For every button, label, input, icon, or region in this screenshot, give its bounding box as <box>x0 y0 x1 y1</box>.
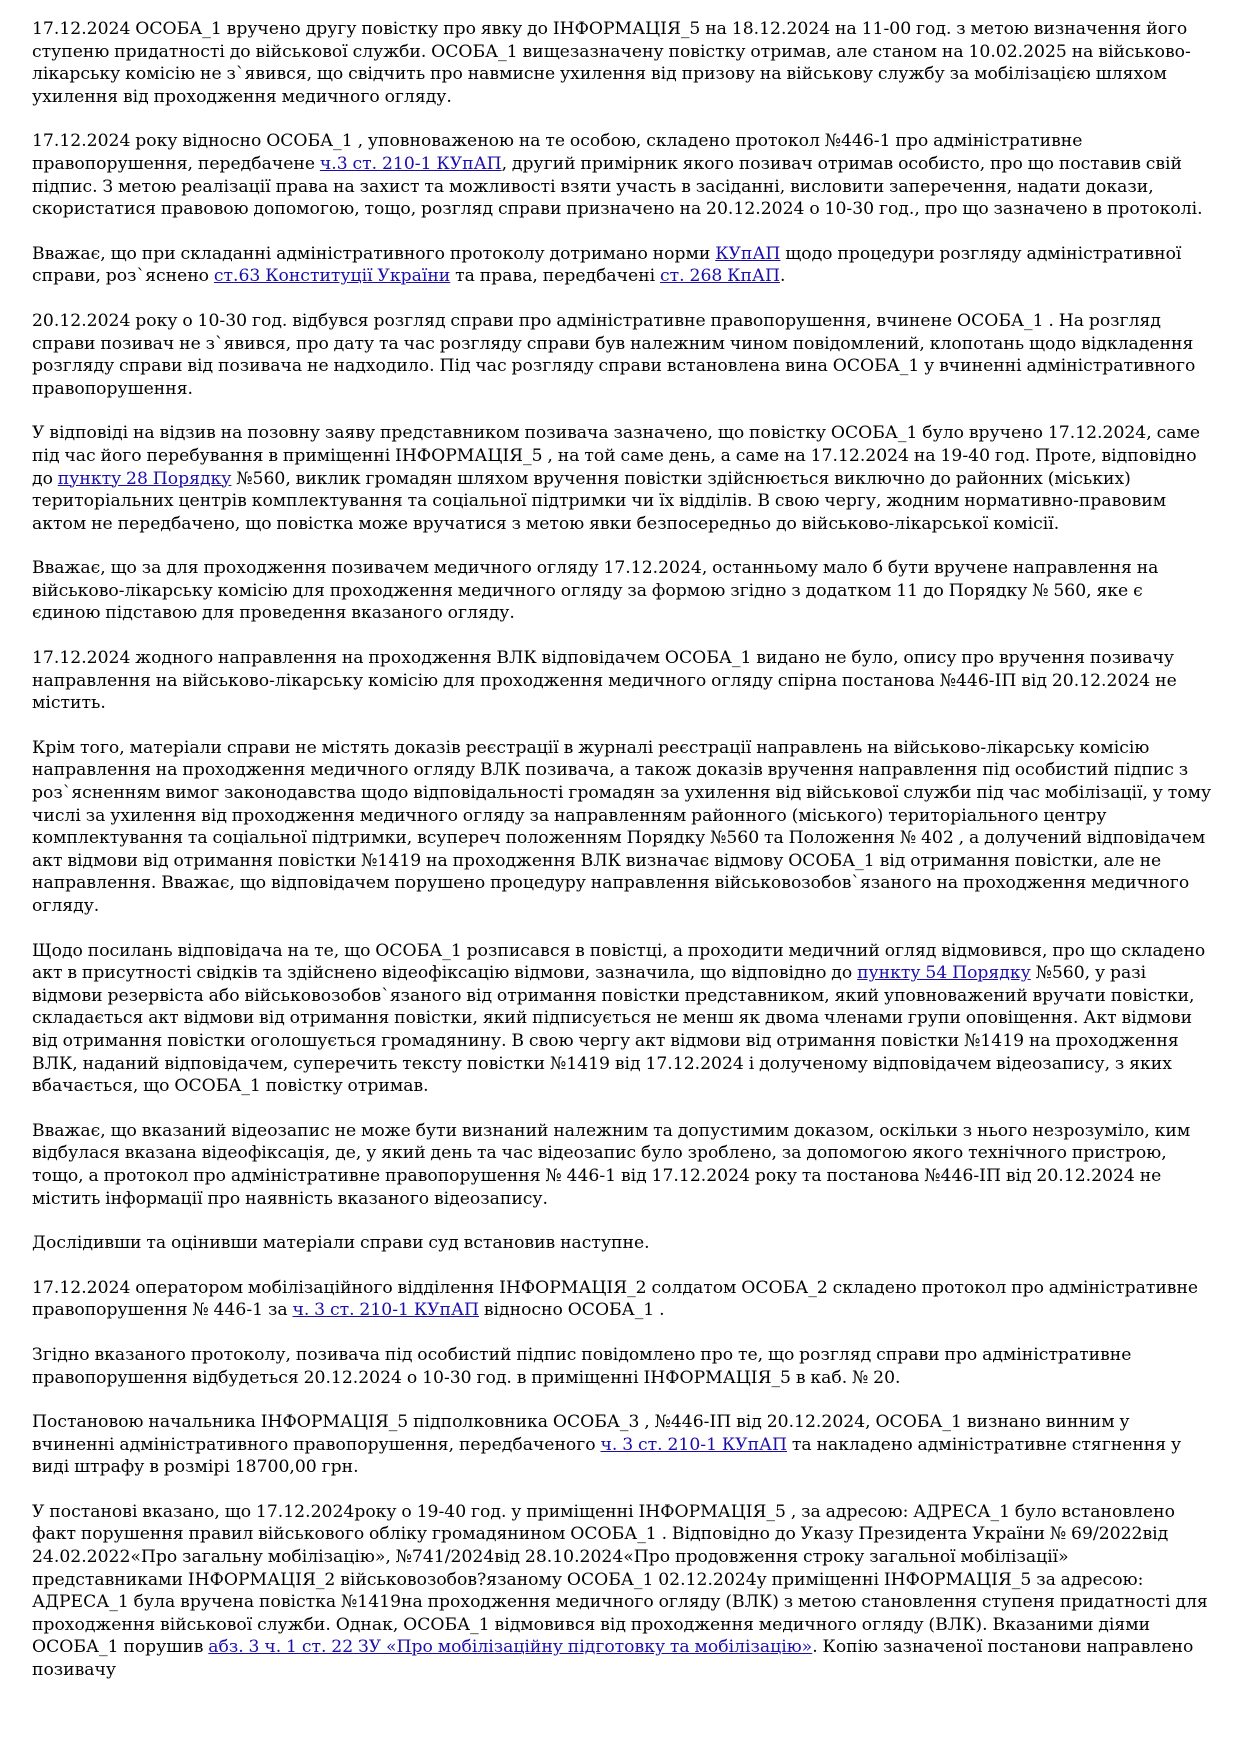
paragraph-text: Вважає, що при складанні адміністративного протоколу дотримано норми <box>32 243 716 264</box>
law-reference-link[interactable]: КУпАП <box>715 243 781 264</box>
paragraph-text: Дослідивши та оцінивши матеріали справи суд встановив наступне. <box>32 1233 650 1254</box>
document-paragraph <box>32 1501 1216 1682</box>
document-paragraph <box>32 18 1216 108</box>
paragraph-text: Щодо посилань відповідача на те, що ОСОБА_1 розписався в повістці, а проходити медичний огляд відмовився, про що складено акт в присутності свідків та здійснено відеофіксацію відмови, зазначила, що відповідно до <box>32 940 1206 984</box>
document-paragraph <box>32 130 1216 220</box>
law-reference-link[interactable]: ст.63 Конституції України <box>213 266 451 287</box>
document-paragraph <box>32 940 1216 1098</box>
law-reference-link[interactable]: абз. 3 ч. 1 ст. 22 ЗУ «Про мобілізаційну підготовку та мобілізацію» <box>208 1637 813 1658</box>
paragraph-text: Вважає, що за для проходження позивачем медичного огляду 17.12.2024, останньому мало б бути вручене направлення на військово-лікарську комісію для проходження медичного огляду за формою згідно з додатком 11 до Порядку № 560, яке є єдиною підставою для проведення вказаного огляду. <box>32 558 1159 624</box>
document-paragraph <box>32 647 1216 715</box>
paragraph-text: 17.12.2024 оператором мобілізаційного відділення ІНФОРМАЦІЯ_2 солдатом ОСОБА_2 складено протокол про адміністративне правопорушення № 446-1 за <box>32 1277 1199 1321</box>
document-paragraph <box>32 1232 1216 1255</box>
paragraph-text: №560, виклик громадян шляхом вручення повістки здійснюється виключно до районних (міських) територіальних центрів комплектування та соціальної підтримки чи їх відділів. В свою чергу, жодним нормативно-правовим актом не передбачено, що повістка може вручатися з метою явки безпосередньо до військово-лікарської комісії. <box>32 468 1167 534</box>
paragraph-text: Крім того, матеріали справи не містять доказів реєстрації в журналі реєстрації направлень на військово-лікарську комісію направлення на проходження медичного огляду ВЛК позивача, а також доказів вручення направлення під особистий підпис з роз`ясненням вимог законодавства щодо відповідальності громадян за ухилення від військової служби під час мобілізації, у тому числі за ухилення від проходження медичного огляду за направленням районного (міського) територіального центру комплектування та соціальної підтримки, всупереч положенням Порядку №560 та Положення № 402 , а долучений відповідачем акт відмови від отримання повістки №1419 на проходження ВЛК визначає відмову ОСОБА_1 від отримання повістки, але не направлення. Вважає, що відповідачем порушено процедуру направлення військовозобов`язаного на проходження медичного огляду. <box>32 737 1212 916</box>
paragraph-text: . Копію зазначеної постанови направлено позивачу <box>32 1637 1194 1681</box>
paragraph-text: Вважає, що вказаний відеозапис не може бути визнаний належним та допустимим доказом, оскільки з нього незрозуміло, ким відбулася вказана відеофіксація, де, у який день та час відеозапис було зроблено, за допомогою якого технічного пристрою, тощо, а протокол про адміністративне правопорушення № 446-1 від 17.12.2024 року та постанова №446-ІП від 20.12.2024 не містить інформації про наявність вказаного відеозапису. <box>32 1120 1191 1209</box>
document-paragraph <box>32 1277 1216 1322</box>
paragraph-text: №560, у разі відмови резервіста або військовозобов`язаного від отримання повістки представником, який уповноважений вручати повістки, складається акт відмови від отримання повістки, який підписується не менш як двома членами групи оповіщення. Акт відмови від отримання повістки оголошується громадянину. В свою чергу акт відмови від отримання повістки №1419 на проходження ВЛК, наданий відповідачем, суперечить тексту повістки №1419 від 17.12.2024 і долученому відповідачем відеозапису, з яких вбачається, що ОСОБА_1 повістку отримав. <box>32 963 1195 1097</box>
law-reference-link[interactable]: пункту 28 Порядку <box>57 468 232 489</box>
document-paragraph <box>32 737 1216 918</box>
document-paragraph <box>32 1120 1216 1210</box>
paragraph-text: У постанові вказано, що 17.12.2024року о 19-40 год. у приміщенні ІНФОРМАЦІЯ_5 , за адресою: АДРЕСА_1 було встановлено факт порушення правил військового обліку громадянином ОСОБА_1 . Відповідно до Указу Президента України № 69/2022від 24.02.2022«Про загальну мобілізацію», №741/2024від 28.10.2024«Про продовження строку загальної мобілізації» представниками ІНФОРМАЦІЯ_2 військовозобов?язаному ОСОБА_1 02.12.2024у приміщенні ІНФОРМАЦІЯ_5 за адресою: АДРЕСА_1 була вручена повістка №1419на проходження медичного огляду (ВЛК) з метою становлення ступеня придатності для проходження військової служби. Однак, ОСОБА_1 відмовився від проходження медичного огляду (ВЛК). Вказаними діями ОСОБА_1 порушив <box>32 1501 1208 1658</box>
paragraph-text: 17.12.2024 року відносно ОСОБА_1 , уповноваженою на те особою, складено протокол №446-1 про адміністративне правопорушення, передбачене <box>32 131 1083 174</box>
document-paragraph <box>32 1411 1216 1479</box>
paragraph-text: та права, передбачені <box>450 266 661 287</box>
law-reference-link[interactable]: пункту 54 Порядку <box>857 963 1031 984</box>
paragraph-text: 17.12.2024 жодного направлення на проходження ВЛК відповідачем ОСОБА_1 видано не було, опису про вручення позивачу направлення на військово-лікарську комісію для проходження медичного огляду спірна постанова №446-ІП від 20.12.2024 не містить. <box>32 648 1177 714</box>
paragraph-text: У відповіді на відзив на позовну заяву представником позивача зазначено, що повістку ОСОБА_1 було вручено 17.12.2024, саме під час його перебування в приміщенні ІНФОРМАЦІЯ_5 , на той саме день, а саме на 17.12.2024 на 19-40 год. Проте, відповідно до <box>32 423 1200 489</box>
document-body <box>32 18 1216 1682</box>
document-paragraph <box>32 422 1216 535</box>
document-paragraph <box>32 243 1216 288</box>
law-reference-link[interactable]: ч. 3 ст. 210-1 КУпАП <box>600 1434 788 1455</box>
paragraph-text: Згідно вказаного протоколу, позивача під особистий підпис повідомлено про те, що розгляд справи про адміністративне правопорушення відбудеться 20.12.2024 о 10-30 год. в приміщенні ІНФОРМАЦІЯ_5 в каб. № 20. <box>32 1344 1132 1388</box>
paragraph-text: та накладено адміністративне стягнення у виді штрафу в розмірі 18700,00 грн. <box>32 1434 1182 1478</box>
paragraph-text: 20.12.2024 року о 10-30 год. відбувся розгляд справи про адміністративне правопорушення, вчинене ОСОБА_1 . На розгляд справи позивач не з`явився, про дату та час розгляду справи був належним чином повідомлений, клопотань щодо відкладення розгляду справи від позивача не надходило. Під час розгляду справи встановлена вина ОСОБА_1 у вчиненні адміністративного правопорушення. <box>32 310 1196 399</box>
paragraph-text: щодо процедури розгляду адміністративної справи, роз`яснено <box>32 243 1182 287</box>
law-reference-link[interactable]: ст. 268 КпАП <box>660 266 780 287</box>
paragraph-text: . <box>779 266 786 287</box>
law-reference-link[interactable]: ч. 3 ст. 210-1 КУпАП <box>292 1300 479 1321</box>
paragraph-text: 17.12.2024 ОСОБА_1 вручено другу повістку про явку до ІНФОРМАЦІЯ_5 на 18.12.2024 на 11-00 год. з метою визначення його ступеню придатності до військової служби. ОСОБА_1 вищезазначену повістку отримав, але станом на 10.02.2025 на військово- лікарську комісію не з`явився, що свідчить про навмисне ухилення від призову на військову службу за мобілізацією шляхом ухилення від проходження медичного огляду. <box>32 19 1191 107</box>
law-reference-link[interactable]: ч.3 ст. 210-1 КУпАП <box>319 153 502 174</box>
paragraph-text: , другий примірник якого позивач отримав особисто, про що поставив свій підпис. З метою реалізації права на захист та можливості взяти участь в засіданні, висловити заперечення, надати докази, скористатися правовою допомогою, тощо, розгляд справи призначено на 20.12.2024 о 10-30 год., про що зазначено в протоколі. <box>32 153 1203 220</box>
paragraph-text: Постановою начальника ІНФОРМАЦІЯ_5 підполковника ОСОБА_3 , №446-ІП від 20.12.2024, ОСОБА_1 визнано винним у вчиненні адміністративного правопорушення, передбаченого <box>32 1412 1130 1455</box>
document-paragraph <box>32 1344 1216 1389</box>
paragraph-text: відносно ОСОБА_1 . <box>479 1300 665 1321</box>
document-paragraph <box>32 557 1216 625</box>
document-paragraph <box>32 310 1216 400</box>
